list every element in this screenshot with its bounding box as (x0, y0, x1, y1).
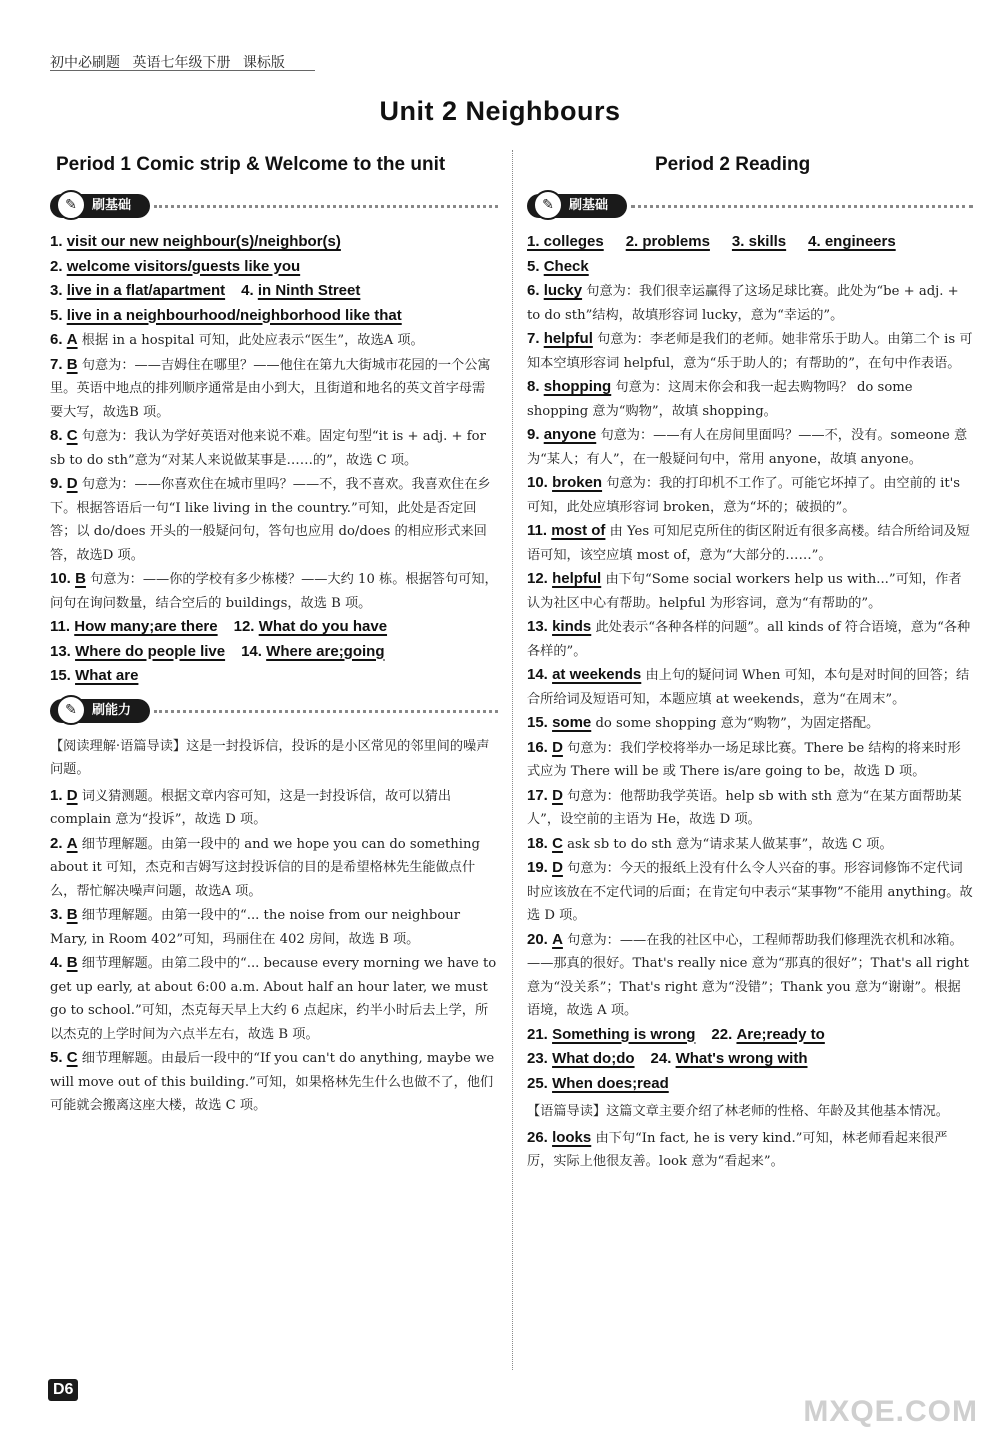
section-badge: ✎ 刷能力 (50, 695, 498, 729)
item-number: 26. (527, 1128, 548, 1146)
item-answer: What's wrong with (675, 1050, 808, 1067)
answer-item (50, 951, 498, 1046)
item-explanation: 细节理解题。由第一段中的 and we hope you can do something about it 可知，杰克和吉姆写这封投诉信的目的是希望格林先生能做点什么，帮忙解决噪声问题，故选A 项。 (50, 836, 480, 899)
answer-item (527, 1072, 973, 1097)
item-number: 22. (711, 1025, 733, 1043)
answer-item (527, 375, 973, 423)
answer-item (527, 856, 973, 928)
brush-icon: ✎ (56, 695, 86, 725)
item-number: 6. (527, 282, 540, 299)
item-explanation: 由下句“Some social workers help us with...”可知，作者认为社区中心有帮助。helpful 为形容词，意为“有帮助的”。 (527, 572, 962, 611)
answer-item (50, 640, 498, 665)
item-number: 1. (50, 233, 63, 250)
brush-icon: ✎ (533, 190, 563, 220)
item-answer: 3. skills (731, 233, 787, 250)
item-number: 2. (50, 257, 63, 275)
item-number: 1. (50, 786, 63, 804)
item-number: 25. (527, 1074, 548, 1092)
answer-item (50, 615, 498, 640)
item-number: 13. (50, 642, 71, 660)
item-number: 7. (527, 330, 540, 347)
item-number: 11. (50, 618, 71, 635)
item-answer: at weekends (552, 666, 642, 683)
item-explanation: 细节理解题。由最后一段中的“If you can't do anything, maybe we will move out of this building.”可知，如果格林先生什么也做不了，他们可能就会搬离这座大楼，故选 C 项。 (50, 1051, 495, 1113)
item-explanation: 此处表示“各种各样的问题”。all kinds of 符合语境，意为“各种各样的”。 (527, 620, 971, 659)
item-answer: A (66, 331, 78, 348)
answer-item (50, 664, 498, 689)
item-answer: B (66, 355, 78, 373)
item-number: 4. (50, 954, 63, 971)
item-answer: Where are;going (266, 642, 385, 660)
item-number: 2. (50, 834, 63, 852)
item-explanation: 句意为：——你喜欢住在城市里吗？——不，我不喜欢。我喜欢住在乡下。根据答语后一句“I like living in the country.”可知，此处是否定回答；以 do/does 开头的一般疑问句，答句也应用 do/does 的相应形式来回答，故选D 项。 (50, 477, 491, 563)
item-answer: What are (75, 667, 139, 684)
answer-item (50, 304, 498, 329)
answer-item (50, 567, 498, 615)
item-answer: A (552, 930, 563, 948)
answer-list (50, 784, 498, 1118)
item-explanation: 句意为：我的打印机不工作了。可能它坏掉了。由空前的 it's 可知，此处应填形容词 broken，意为“坏的；破损的”。 (527, 476, 961, 515)
item-answer: C (552, 834, 563, 852)
answer-item (50, 353, 498, 425)
item-answer: B (75, 570, 86, 587)
item-answer: shopping (543, 378, 612, 395)
item-answer: C (66, 427, 78, 444)
answer-item (527, 471, 973, 519)
item-answer: looks (552, 1128, 592, 1146)
answer-item (527, 519, 973, 567)
item-answer: anyone (543, 426, 597, 443)
item-number: 8. (527, 378, 540, 395)
item-answer: helpful (552, 570, 602, 587)
left-column (50, 154, 498, 1118)
passage-intro: 【阅读理解·语篇导读】这是一封投诉信，投诉的是小区常见的邻里间的噪声问题。 (50, 738, 490, 777)
item-explanation: ask sb to do sth 意为“请求某人做某事”，故选 C 项。 (567, 836, 893, 852)
answer-item (527, 279, 973, 327)
answer-item (50, 472, 498, 567)
item-number: 11. (527, 522, 548, 539)
item-answer: Where do people live (75, 642, 226, 660)
column-divider (512, 150, 513, 1370)
answer-item (50, 424, 498, 472)
answer-item (50, 832, 498, 904)
item-answer: broken (552, 474, 603, 491)
answer-item (50, 1046, 498, 1118)
item-answer: live in a flat/apartment (66, 282, 226, 299)
watermark: MXQE.COM (803, 1395, 978, 1428)
item-explanation: 由 Yes 可知尼克所住的街区附近有很多高楼。结合所给词及短语可知，该空应填 most of，意为“大部分的……”。 (527, 524, 970, 563)
book-name: 初中必刷题 (50, 55, 120, 71)
item-answer: 2. problems (625, 233, 710, 250)
answer-item (50, 255, 498, 280)
item-number: 24. (650, 1050, 672, 1067)
answer-item (527, 663, 973, 711)
item-answer: D (66, 786, 78, 804)
item-answer: When does;read (552, 1074, 669, 1092)
item-explanation: 句意为：——吉姆住在哪里？——他住在第九大街城市花园的一个公寓里。英语中地点的排列顺序通常是由小到大，且街道和地名的英文首字母需要大写，故选B 项。 (50, 357, 491, 420)
item-answer: D (552, 786, 563, 804)
brush-icon: ✎ (56, 190, 86, 220)
item-answer: How many;are there (74, 618, 218, 635)
answer-item (527, 1023, 973, 1048)
answer-item (50, 328, 498, 353)
answer-item (527, 1047, 973, 1072)
item-number: 4. (241, 282, 254, 299)
item-number: 5. (50, 306, 63, 324)
item-explanation: 句意为：他帮助我学英语。help sb with sth 意为“在某方面帮助某人”，设空前的主语为 He，故选 D 项。 (527, 788, 962, 827)
answer-item (527, 255, 973, 280)
item-number: 15. (50, 667, 71, 684)
answer-item (50, 784, 498, 832)
item-explanation: 句意为：——你的学校有多少栋楼？——大约 10 栋。根据答句可知，问句在询问数量，结合空后的 buildings，故选 B 项。 (50, 572, 498, 611)
item-number: 16. (527, 738, 548, 756)
item-answer: Are;ready to (736, 1025, 825, 1043)
item-explanation: 句意为：李老师是我们的老师。她非常乐于助人。由第二个 is 可知本空填形容词 helpful，意为“乐于助人的；有帮助的”，在句中作表语。 (527, 332, 973, 371)
answer-item (50, 903, 498, 951)
item-explanation: 由下句“In fact, he is very kind.”可知，林老师看起来很严厉，实际上他很友善。look 意为“看起来”。 (527, 1130, 948, 1169)
answer-list (50, 230, 498, 689)
running-header (50, 52, 293, 72)
answer-item (50, 230, 498, 255)
item-answer: visit our new neighbour(s)/neighbor(s) (66, 233, 341, 250)
period-2-title: Period 2 Reading (655, 154, 811, 175)
item-explanation: 句意为：——有人在房间里面吗？——不，没有。someone 意为“某人；有人”，在一般疑问句中，常用 anyone，故填 anyone。 (527, 428, 968, 467)
item-number: 12. (233, 618, 255, 635)
answer-row (527, 230, 973, 255)
item-answer: some (552, 714, 592, 731)
item-number: 5. (527, 257, 540, 275)
item-explanation: 句意为：我们很幸运赢得了这场足球比赛。此处为“be + adj. + to do sth”结构，故填形容词 lucky，意为“幸运的”。 (527, 284, 959, 323)
item-answer: What do;do (552, 1050, 635, 1067)
item-number: 9. (527, 426, 540, 443)
item-answer: 4. engineers (808, 233, 896, 250)
header-rule (50, 70, 315, 71)
answer-item (527, 567, 973, 615)
item-explanation: 由上句的疑问词 When 可知，本句是对时间的回答；结合所给词及短语可知，本题应填 at weekends，意为“在周末”。 (527, 668, 970, 707)
item-number: 6. (50, 331, 63, 348)
item-explanation: 细节理解题。由第二段中的“... because every morning we have to get up early, at about 6:00 a.m. About half an hour later, we must go to school.”可知，杰克每天早上大约 6 点起床，约半小时后去上学，所以杰克的上学时间为六点半左右，故选 B 项。 (50, 956, 497, 1042)
page-number: D6 (48, 1379, 78, 1401)
item-answer: B (66, 906, 78, 923)
item-number: 14. (527, 666, 548, 683)
passage-intro: 【语篇导读】这篇文章主要介绍了林老师的性格、年龄及其他基本情况。 (527, 1104, 949, 1119)
item-answer: B (66, 954, 78, 971)
right-column (527, 154, 973, 1174)
item-number: 9. (50, 475, 63, 492)
item-number: 7. (50, 355, 63, 373)
item-number: 3. (50, 282, 63, 299)
answer-item (527, 784, 973, 832)
section-badge: ✎ 刷基础 (527, 190, 973, 224)
item-answer: 1. colleges (527, 233, 604, 250)
item-number: 13. (527, 618, 548, 635)
item-number: 14. (241, 642, 262, 660)
answer-item (527, 615, 973, 663)
answer-item (527, 423, 973, 471)
answer-item (50, 279, 498, 304)
item-answer: D (552, 859, 563, 876)
section-badge: ✎ 刷基础 (50, 190, 498, 224)
item-answer: live in a neighbourhood/neighborhood like that (66, 306, 402, 324)
edition-name: 课标版 (242, 55, 285, 71)
item-number: 20. (527, 930, 548, 948)
answer-item (527, 711, 973, 736)
item-number: 18. (527, 834, 548, 852)
item-number: 21. (527, 1025, 548, 1043)
item-explanation: 句意为：我们学校将举办一场足球比赛。There be 结构的将来时形式应为 There will be 或 There is/are going to be，故选 D 项。 (527, 740, 961, 779)
answer-item (527, 1126, 973, 1174)
item-answer: Something is wrong (552, 1025, 696, 1043)
item-explanation: 词义猜测题。根据文章内容可知，这是一封投诉信，故可以猜出 complain 意为“投诉”，故选 D 项。 (50, 788, 452, 827)
item-answer: D (66, 475, 78, 492)
answer-item (527, 928, 973, 1023)
item-explanation: 细节理解题。由第一段中的“... the noise from our neighbour Mary, in Room 402”可知，玛丽住在 402 房间，故选 B 项。 (50, 908, 461, 947)
answer-list (527, 1126, 973, 1174)
item-answer: lucky (543, 282, 583, 299)
item-answer: most of (551, 522, 606, 539)
item-explanation: 句意为：这周末你会和我一起去购物吗？ do some shopping 意为“购物”，故填 shopping。 (527, 380, 913, 419)
item-number: 10. (527, 474, 548, 491)
item-answer: in Ninth Street (257, 282, 361, 299)
item-number: 17. (527, 786, 548, 804)
item-number: 12. (527, 570, 548, 587)
item-explanation: 句意为：我认为学好英语对他来说不难。固定句型“it is + adj. + for sb to do sth”意为“对某人来说做某事是……的”，故选 C 项。 (50, 429, 486, 468)
item-number: 8. (50, 427, 63, 444)
item-number: 19. (527, 859, 548, 876)
item-number: 23. (527, 1050, 548, 1067)
item-answer: C (66, 1049, 78, 1066)
item-answer: kinds (552, 618, 592, 635)
item-answer: welcome visitors/guests like you (66, 257, 301, 275)
subject-name: 英语七年级下册 (132, 55, 231, 71)
item-number: 5. (50, 1049, 63, 1066)
item-answer: A (66, 834, 78, 852)
item-number: 15. (527, 714, 548, 731)
item-answer: Check (543, 257, 589, 275)
item-number: 10. (50, 570, 71, 587)
unit-title: Unit 2 Neighbours (379, 96, 621, 126)
item-explanation: 句意为：——在我的社区中心，工程师帮助我们修理洗衣机和冰箱。——那真的很好。That's really nice 意为“那真的很好”；That's all right 意为“没关系”；That's right 意为“没错”；Thank you 意为“谢谢”。根据语境，故选 A 项。 (527, 932, 969, 1018)
item-answer: helpful (543, 330, 593, 347)
answer-list (527, 255, 973, 1097)
answer-item (527, 832, 973, 857)
answer-item (527, 327, 973, 375)
item-explanation: 句意为：今天的报纸上没有什么令人兴奋的事。形容词修饰不定代词时应该放在不定代词的后面；在肯定句中表示“某事物”不能用 anything。故选 D 项。 (527, 861, 973, 923)
item-explanation: 根据 in a hospital 可知，此处应表示“医生”，故选A 项。 (81, 333, 424, 348)
item-number: 3. (50, 906, 63, 923)
item-explanation: do some shopping 意为“购物”，为固定搭配。 (595, 716, 880, 731)
answer-item (527, 736, 973, 784)
item-answer: D (552, 738, 563, 756)
period-1-title: Period 1 Comic strip & Welcome to the unit (56, 154, 446, 175)
item-answer: What do you have (258, 618, 388, 635)
